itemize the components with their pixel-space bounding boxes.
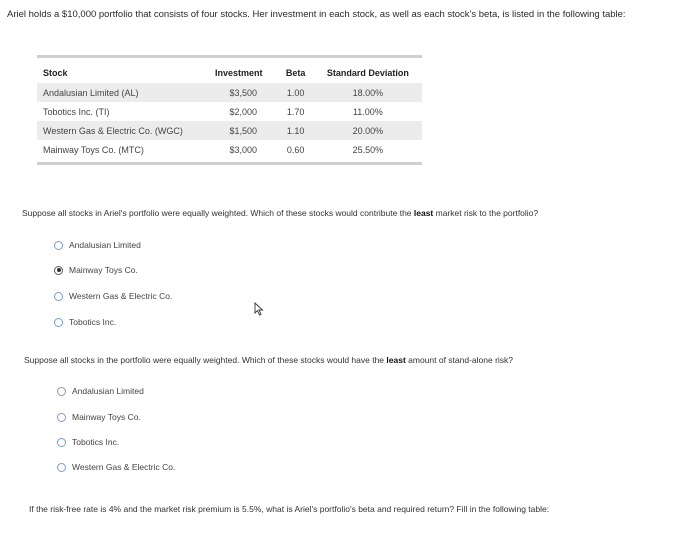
option-label: Mainway Toys Co. [72,412,141,422]
table-row [37,83,422,102]
option-label: Mainway Toys Co. [69,265,138,275]
option-label: Andalusian Limited [72,386,144,396]
cell-investment: $3,000 [229,144,258,155]
cell-std-dev: 11.00% [352,106,383,117]
question-2-text: Suppose all stocks in the portfolio were equally weighted. Which of these stocks would have the [24,355,387,365]
cell-investment: $3,500 [209,83,278,102]
radio-button-icon[interactable] [54,318,63,327]
q1-option-mainway[interactable] [54,265,138,275]
question-1 [22,208,538,218]
header-investment: Investment [215,68,263,78]
cell-investment: $2,000 [229,106,258,117]
cell-std-dev: 25.50% [352,144,384,155]
question-3-text: If the risk-free rate is 4% and the market risk premium is 5.5%, what is Ariel's portfolio's beta and required return? Fill in the following table: [29,504,550,514]
table-row [37,121,422,140]
cell-beta: 1.10 [278,121,314,140]
radio-button-icon[interactable] [57,463,66,472]
q2-option-tobotics[interactable] [57,437,119,447]
question-1-emphasis: least [413,208,434,218]
cell-beta: 1.70 [286,106,305,117]
cell-investment: $1,500 [209,121,278,140]
cell-beta: 0.60 [286,144,305,155]
radio-button-icon[interactable] [57,438,66,447]
table-row [37,140,422,159]
intro-text: Ariel holds a $10,000 portfolio that consists of four stocks. Her investment in each stock, as well as each stock's beta, is listed in the following table: [7,9,626,20]
cell-stock: Andalusian Limited (AL) [37,83,209,102]
table-header-row [37,63,422,83]
question-2-text-end: amount of stand-alone risk? [405,355,514,365]
radio-button-icon[interactable] [57,413,66,422]
mouse-cursor-icon [254,302,264,316]
cell-stock: Mainway Toys Co. (MTC) [43,144,144,155]
option-label: Tobotics Inc. [69,317,117,327]
option-label: Western Gas & Electric Co. [72,462,176,472]
option-label: Andalusian Limited [69,240,141,250]
q1-option-tobotics[interactable] [54,317,116,327]
radio-button-icon[interactable] [54,292,63,301]
radio-button-icon[interactable] [54,241,63,250]
header-std-dev: Standard Deviation [326,68,409,78]
q2-option-western-gas[interactable] [57,462,175,472]
cell-std-dev: 20.00% [314,121,422,140]
option-label: Tobotics Inc. [72,437,120,447]
cell-std-dev: 18.00% [314,83,422,102]
header-stock: Stock [43,68,68,78]
question-1-text: Suppose all stocks in Ariel's portfolio were equally weighted. Which of these stocks would contribute the [22,208,414,218]
cell-stock: Tobotics Inc. (TI) [43,106,110,117]
cell-beta: 1.00 [278,83,314,102]
table-top-rule [37,55,422,58]
q2-option-mainway[interactable] [57,412,141,422]
question-1-text-end: market risk to the portfolio? [433,208,539,218]
radio-button-selected-icon[interactable] [54,266,63,275]
stock-table [37,55,422,165]
q1-option-western-gas[interactable] [54,291,172,301]
q1-option-andalusian[interactable] [54,240,141,250]
question-2 [24,355,513,365]
radio-button-icon[interactable] [57,387,66,396]
question-2-emphasis: least [386,355,406,365]
option-label: Western Gas & Electric Co. [69,291,173,301]
table-bottom-rule [37,162,422,165]
table-row [37,102,422,121]
header-beta: Beta [285,68,306,78]
q2-option-andalusian[interactable] [57,386,144,396]
cell-stock: Western Gas & Electric Co. (WGC) [37,121,209,140]
